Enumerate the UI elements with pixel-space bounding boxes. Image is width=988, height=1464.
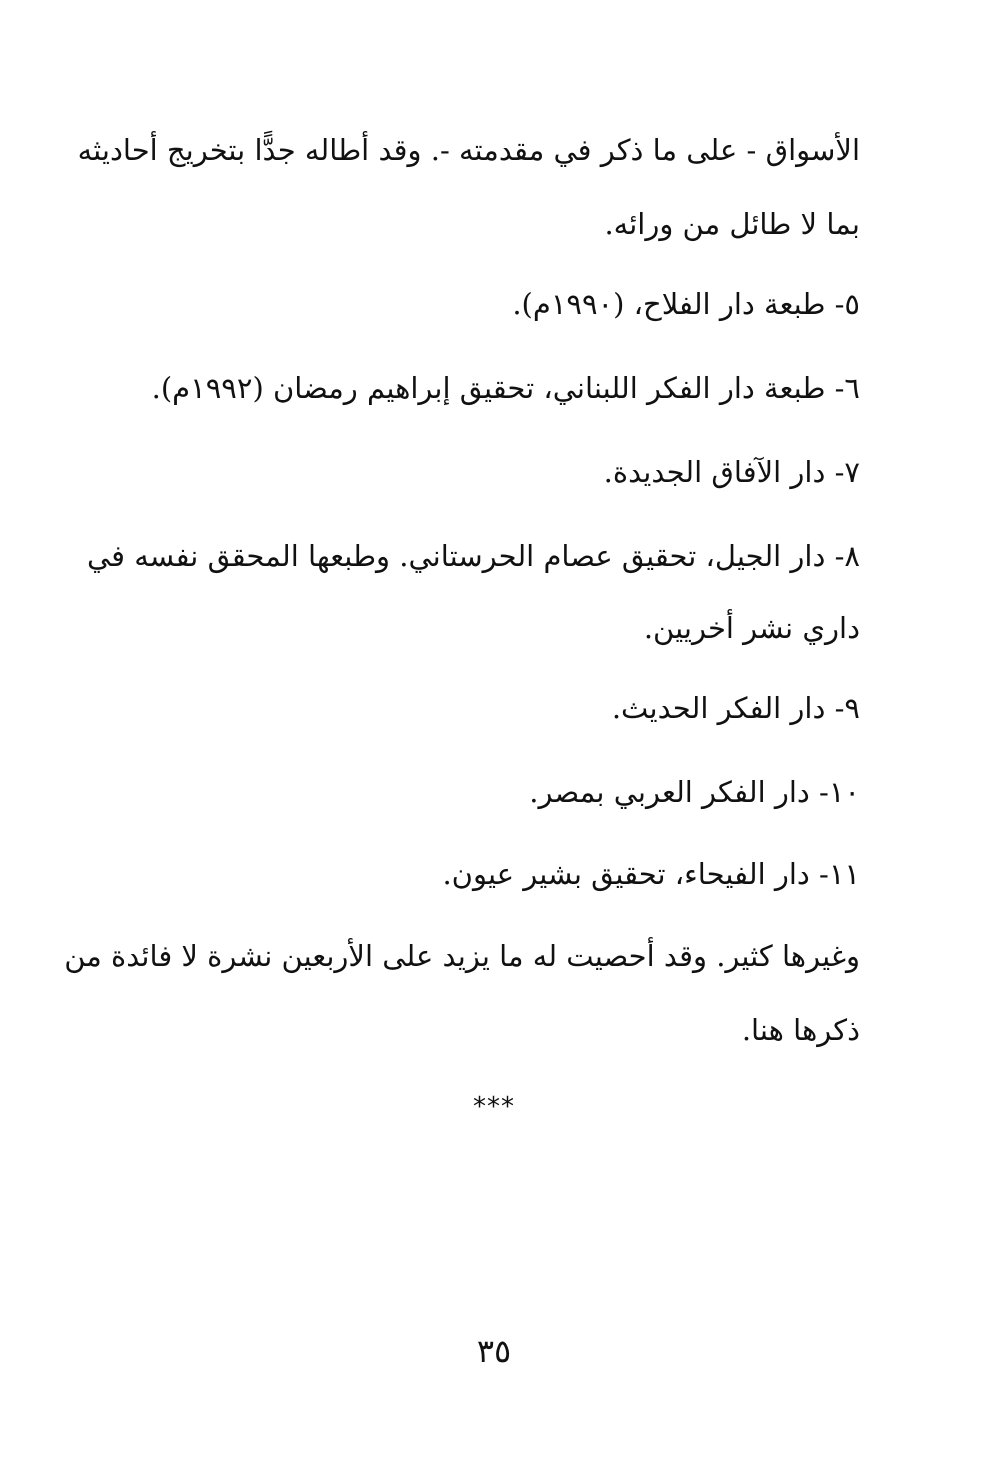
list-item-10: ١٠- دار الفكر العربي بمصر. <box>529 775 860 809</box>
paragraph-line-1: وغيرها كثير. وقد أحصيت له ما يزيد على الأربعين نشرة لا فائدة من <box>64 939 860 973</box>
text-line-2: بما لا طائل من ورائه. <box>604 207 860 241</box>
list-item-11: ١١- دار الفيحاء، تحقيق بشير عيون. <box>442 857 860 891</box>
list-item-7: ٧- دار الآفاق الجديدة. <box>603 455 860 489</box>
list-item-8-continuation: داري نشر أخريين. <box>643 611 860 645</box>
list-item-9: ٩- دار الفكر الحديث. <box>611 691 860 725</box>
list-item-5: ٥- طبعة دار الفلاح، (١٩٩٠م). <box>512 287 860 321</box>
text-line-1: الأسواق - على ما ذكر في مقدمته -. وقد أطاله جدًّا بتخريج أحاديثه <box>77 133 860 167</box>
section-separator: *** <box>473 1092 515 1122</box>
paragraph-line-2: ذكرها هنا. <box>741 1013 860 1047</box>
page-number: ٣٥ <box>476 1332 512 1370</box>
list-item-6: ٦- طبعة دار الفكر اللبناني، تحقيق إبراهيم رمضان (١٩٩٢م). <box>151 371 860 405</box>
list-item-8: ٨- دار الجيل، تحقيق عصام الحرستاني. وطبعها المحقق نفسه في <box>86 539 860 573</box>
